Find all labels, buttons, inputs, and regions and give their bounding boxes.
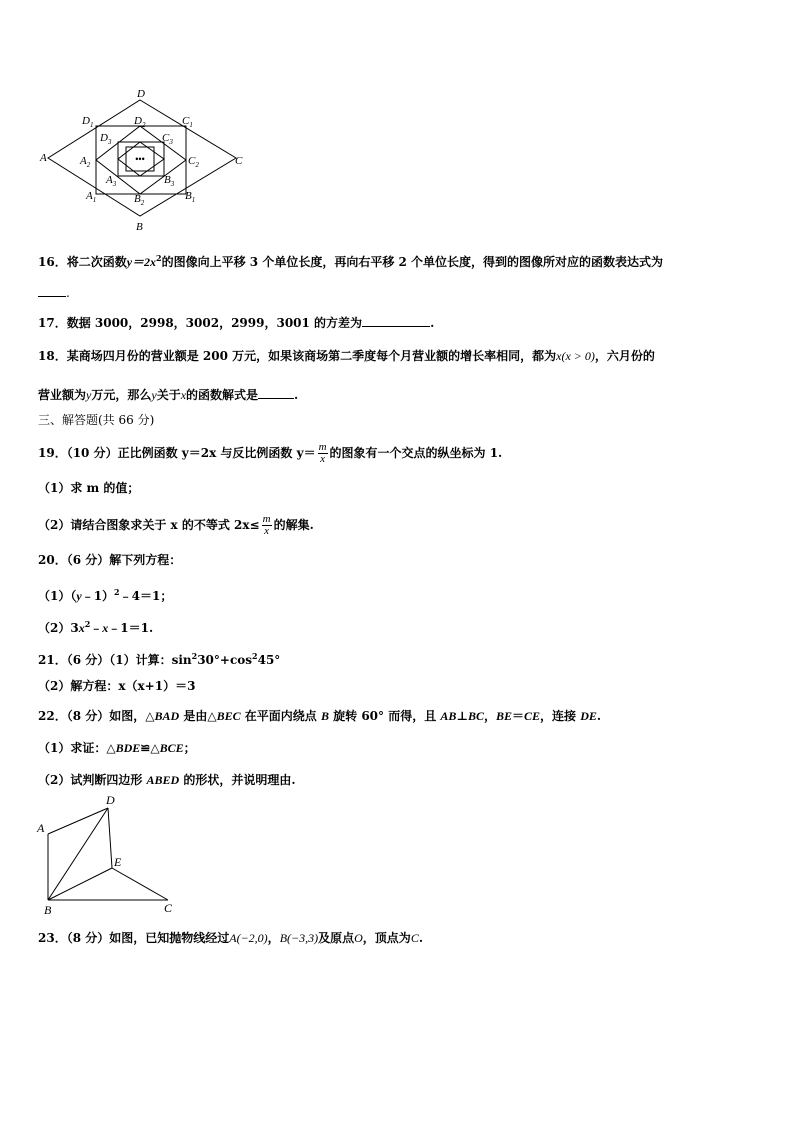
question-23: 23．（8 分）如图，已知抛物线经过A(−2,0)，B(−3,3)及原点O，顶点为C. bbox=[38, 931, 424, 945]
question-20-part-2: $(2)3x^2﹣x﹣1=1$. bbox=[38, 619, 154, 635]
geometry-figure-abedc bbox=[34, 792, 184, 918]
answer-blank[interactable] bbox=[362, 314, 430, 327]
label-A1: $A_1$ bbox=[86, 190, 97, 204]
question-20-part-1: （1）（y﹣1）$^2$﹣4＝1； bbox=[38, 587, 173, 603]
question-19: 19．（10 分）正比例函数 y＝2x 与反比例函数 y＝ $\frac{m}{x}$ 的图象有一个交点的纵坐标为 1. bbox=[38, 441, 503, 465]
label-B: B bbox=[44, 903, 52, 917]
label-A3: $A_3$ bbox=[106, 174, 117, 188]
label-B2: $B_2$ bbox=[134, 193, 145, 207]
question-21-part-2: （2）解方程：x（x+1）＝3 bbox=[38, 679, 196, 693]
label-D3: $D_3$ bbox=[100, 132, 112, 146]
label-C1: $C_1$ bbox=[182, 115, 193, 129]
question-22-part-1: （1）求证：△BDE≌△BCE； bbox=[38, 741, 196, 755]
label-B: B bbox=[136, 221, 143, 233]
label-A: A bbox=[40, 152, 47, 164]
label-B1: $B_1$ bbox=[185, 190, 196, 204]
question-18: 18．某商场四月份的营业额是 200 万元，如果该商场第二季度每个月营业额的增长率相同，都为x(x > 0)，六月份的 bbox=[38, 349, 655, 363]
question-16-answer: . bbox=[38, 284, 70, 301]
question-19-part-1: （1）求 m 的值； bbox=[38, 481, 140, 495]
label-C3: $C_3$ bbox=[162, 132, 173, 146]
question-22: 22．（8 分）如图，△BAD 是由△BEC 在平面内绕点 B 旋转 60° 而得，且 AB⊥BC，BE＝CE，连接 DE. bbox=[38, 709, 602, 723]
answer-blank[interactable] bbox=[258, 386, 294, 399]
question-21: 21．（6 分）（1）计算：$\sin^230^\circ+\cos^245^\circ$ bbox=[38, 651, 281, 667]
question-18-cont: 营业额为y万元，那么y关于x的函数解式是 . bbox=[38, 388, 299, 402]
dots-label: ••• bbox=[135, 154, 145, 164]
question-20: 20．（6 分）解下列方程： bbox=[38, 553, 182, 567]
question-17: 17．数据 3000，2998，3002，2999，3001 的方差为 . bbox=[38, 316, 435, 330]
label-D: D bbox=[106, 793, 115, 807]
label-A2: $A_2$ bbox=[80, 155, 91, 169]
label-D: D bbox=[137, 88, 145, 100]
question-22-part-2: （2）试判断四边形 ABED 的形状，并说明理由. bbox=[38, 773, 296, 787]
label-D2: $D_2$ bbox=[134, 115, 146, 129]
label-C2: $C_2$ bbox=[188, 155, 199, 169]
label-E: E bbox=[114, 855, 122, 869]
label-A: A bbox=[37, 821, 45, 835]
section-3-title: 三、解答题(共 66 分) bbox=[38, 413, 155, 427]
question-16: 16．将二次函数$y=2x^2$的图像向上平移 3 个单位长度，再向右平移 2 个单位长度，得到的图像所对应的函数表达式为 bbox=[38, 253, 664, 269]
question-19-part-2: （2）请结合图象求关于 x 的不等式 2x≤ $\frac{m}{x}$ 的解集. bbox=[38, 513, 314, 537]
label-C: C bbox=[164, 901, 173, 915]
label-D1: $D_1$ bbox=[82, 115, 94, 129]
label-B3: $B_3$ bbox=[164, 174, 175, 188]
nested-quadrilaterals-figure bbox=[36, 84, 256, 234]
answer-blank[interactable] bbox=[38, 284, 66, 297]
label-C: C bbox=[235, 155, 243, 167]
